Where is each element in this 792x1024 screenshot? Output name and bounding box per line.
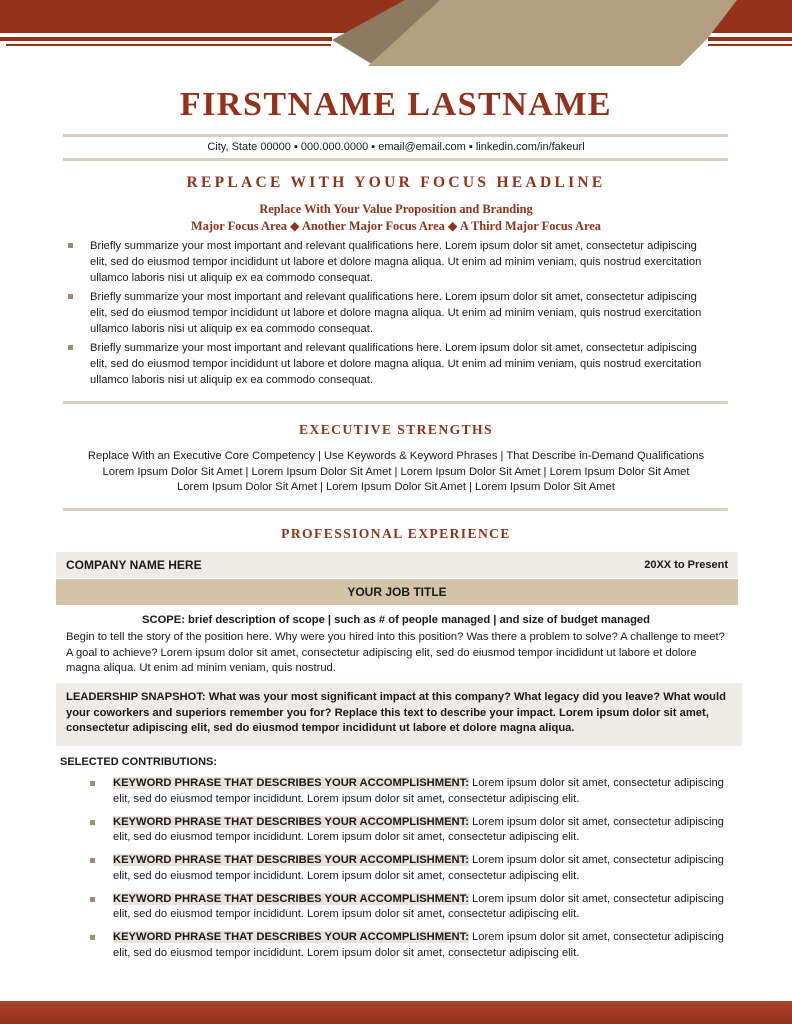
divider <box>63 134 728 137</box>
strengths-line: Lorem Ipsum Dolor Sit Amet | Lorem Ipsum Dolor Sit Amet | Lorem Ipsum Dolor Sit Amet <box>177 481 615 493</box>
contact-line: City, State 00000 ▪ 000.000.0000 ▪ email@email.com ▪ linkedin.com/in/fakeurl <box>207 141 585 153</box>
contribution-text: Lorem ipsum dolor sit amet, consectetur adipiscing elit, sed do eiusmod tempor incididunt. Lorem ipsum dolor sit amet, consectetur adipiscing elit. <box>113 854 724 882</box>
square-bullet-icon <box>90 858 95 863</box>
employment-dates: 20XX to Present <box>644 559 728 571</box>
summary-bullet-text: Briefly summarize your most important and relevant qualifications here. Lorem ipsum dolor sit amet, consectetur adipiscing elit, sed do eiusmod tempor incididunt ut labore et dolore magna aliqua. Ut enim ad minim veniam, quis nostrud exercitation ullamco laboris nisi ut aliquip ex ea commodo consequat. <box>90 291 702 335</box>
experience-heading: PROFESSIONAL EXPERIENCE <box>281 526 511 541</box>
contribution-keyword: KEYWORD PHRASE THAT DESCRIBES YOUR ACCOMPLISHMENT: <box>113 777 469 789</box>
square-bullet-icon <box>90 935 95 940</box>
focus-headline: REPLACE WITH YOUR FOCUS HEADLINE <box>186 174 606 191</box>
candidate-name: FIRSTNAME LASTNAME <box>179 86 613 123</box>
square-bullet-icon <box>90 897 95 902</box>
leadership-snapshot: LEADERSHIP SNAPSHOT: What was your most significant impact at this company? What legacy did you leave? What would your coworkers and superiors remember you for? Replace this text to describe your impact. Lorem ipsum dolor sit amet, consectetur adipiscing elit, sed do eiusmod tempor incididunt ut labore et dolore magna aliqua. <box>66 691 726 735</box>
square-bullet-icon <box>90 781 95 786</box>
divider <box>63 158 728 161</box>
top-banner-decoration <box>0 0 792 70</box>
square-bullet-icon <box>68 243 73 248</box>
summary-bullet-text: Briefly summarize your most important and relevant qualifications here. Lorem ipsum dolor sit amet, consectetur adipiscing elit, sed do eiusmod tempor incididunt ut labore et dolore magna aliqua. Ut enim ad minim veniam, quis nostrud exercitation ullamco laboris nisi ut aliquip ex ea commodo consequat. <box>90 240 702 284</box>
strengths-line: Replace With an Executive Core Competency | Use Keywords & Keyword Phrases | That Describe in-Demand Qualifications <box>87 450 705 462</box>
contribution-text: Lorem ipsum dolor sit amet, consectetur adipiscing elit, sed do eiusmod tempor incididunt. Lorem ipsum dolor sit amet, consectetur adipiscing elit. <box>113 815 724 843</box>
strengths-line: Lorem Ipsum Dolor Sit Amet | Lorem Ipsum Dolor Sit Amet | Lorem Ipsum Dolor Sit Amet | Lorem Ipsum Dolor Sit Amet <box>102 465 690 478</box>
contribution-item <box>90 892 730 923</box>
contribution-item <box>90 853 730 884</box>
strengths-heading: EXECUTIVE STRENGTHS <box>299 422 493 437</box>
summary-bullet-text: Briefly summarize your most important and relevant qualifications here. Lorem ipsum dolor sit amet, consectetur adipiscing elit, sed do eiusmod tempor incididunt ut labore et dolore magna aliqua. Ut enim ad minim veniam, quis nostrud exercitation ullamco laboris nisi ut aliquip ex ea commodo consequat. <box>90 342 702 386</box>
square-bullet-icon <box>90 820 95 825</box>
contribution-text: Lorem ipsum dolor sit amet, consectetur adipiscing elit, sed do eiusmod tempor incididunt. Lorem ipsum dolor sit amet, consectetur adipiscing elit. <box>113 931 724 959</box>
position-story: Begin to tell the story of the position here. Why were you hired into this position? Was there a problem to solve? A challenge to meet? A goal to achieve? Lorem ipsum dolor sit amet, consectetur adipiscing elit, sed do eiusmod tempor incididunt ut labore et dolore magna aliqua. Ut enim ad minim veniam, quis nostrud. <box>66 631 725 675</box>
divider <box>63 508 728 511</box>
contribution-keyword: KEYWORD PHRASE THAT DESCRIBES YOUR ACCOMPLISHMENT: <box>113 892 469 905</box>
summary-bullet <box>68 340 708 388</box>
company-row <box>56 552 738 578</box>
job-title: YOUR JOB TITLE <box>347 585 447 599</box>
scope-line: SCOPE: brief description of scope | such as # of people managed | and size of budget managed <box>142 614 650 626</box>
contribution-text: Lorem ipsum dolor sit amet, consectetur adipiscing elit, sed do eiusmod tempor incididunt. Lorem ipsum dolor sit amet, consectetur adipiscing elit. <box>113 892 724 920</box>
company-name: COMPANY NAME HERE <box>66 558 202 572</box>
divider <box>63 401 728 404</box>
contribution-keyword: KEYWORD PHRASE THAT DESCRIBES YOUR ACCOMPLISHMENT: <box>113 931 469 943</box>
square-bullet-icon <box>68 345 73 350</box>
contribution-item <box>90 776 730 807</box>
contribution-item <box>90 930 730 961</box>
leadership-snapshot-box <box>56 683 742 746</box>
summary-bullet <box>68 238 708 286</box>
summary-bullet <box>68 289 708 337</box>
contribution-keyword: KEYWORD PHRASE THAT DESCRIBES YOUR ACCOMPLISHMENT: <box>113 854 469 866</box>
contribution-item <box>90 815 730 846</box>
strengths-list <box>40 449 752 496</box>
contribution-keyword: KEYWORD PHRASE THAT DESCRIBES YOUR ACCOMPLISHMENT: <box>113 815 469 828</box>
value-proposition: Replace With Your Value Proposition and Branding <box>259 202 533 216</box>
focus-areas: Major Focus Area ◆ Another Major Focus Area ◆ A Third Major Focus Area <box>191 219 601 233</box>
contributions-label: SELECTED CONTRIBUTIONS: <box>60 756 218 768</box>
square-bullet-icon <box>68 294 73 299</box>
contribution-text: Lorem ipsum dolor sit amet, consectetur adipiscing elit, sed do eiusmod tempor incididunt. Lorem ipsum dolor sit amet, consectetur adipiscing elit. <box>113 777 724 805</box>
bottom-band-decoration <box>0 1001 792 1024</box>
job-title-bar <box>56 579 738 605</box>
contributions-list <box>90 776 730 969</box>
summary-bullets <box>68 238 708 391</box>
